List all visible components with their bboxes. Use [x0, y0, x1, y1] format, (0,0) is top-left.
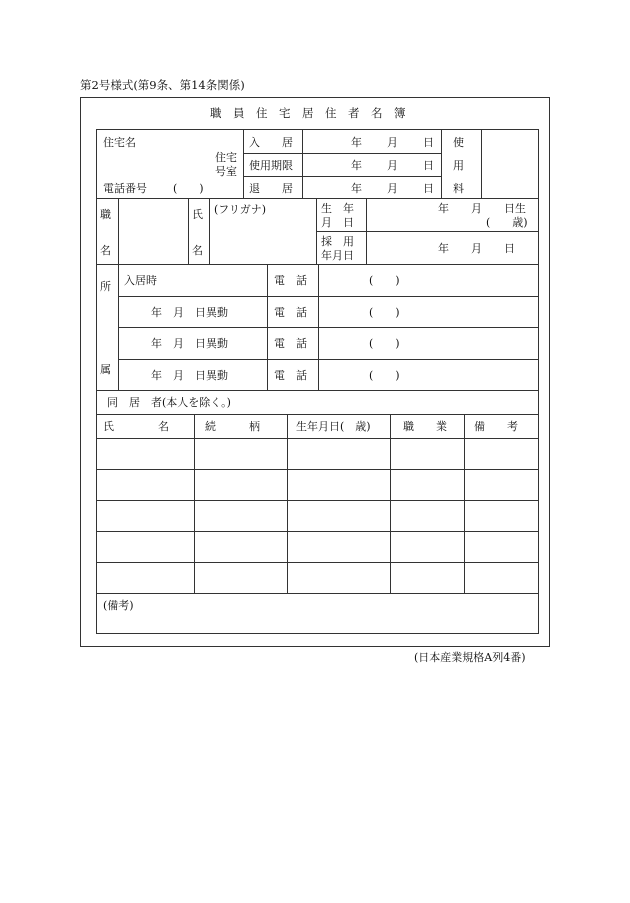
hire-date-label-1: 採 用 — [321, 235, 354, 248]
move-out-label: 退 居 — [249, 182, 293, 195]
cohabitant-col-remarks: 備 考 — [474, 420, 518, 433]
fee-label-1: 使 — [453, 136, 464, 149]
tel-paren-1: ( ) — [369, 274, 400, 287]
job-title-label-1: 職 — [100, 208, 111, 221]
affiliation-change-3: 年 月 日異動 — [151, 369, 228, 382]
tel-paren-3: ( ) — [369, 337, 400, 350]
remarks-label: (備考) — [103, 599, 134, 612]
tel-paren-2: ( ) — [369, 306, 400, 319]
affiliation-change-2: 年 月 日異動 — [151, 337, 228, 350]
fee-label-2: 用 — [453, 159, 464, 172]
move-out-day: 日 — [423, 182, 434, 195]
room-label-top: 住宅 — [215, 151, 237, 164]
paper-standard-note: (日本産業規格A列4番) — [414, 651, 526, 664]
person-name-label-2: 名 — [192, 244, 203, 257]
hire-date-label-2: 年月日 — [321, 249, 354, 262]
affiliation-change-1: 年 月 日異動 — [151, 306, 228, 319]
age-value: ( 歳) — [486, 216, 528, 229]
tel-label-3: 電 話 — [274, 337, 307, 350]
cohabitant-col-relation: 続 柄 — [205, 420, 260, 433]
phone-number-paren: ( ) — [173, 182, 204, 195]
affiliation-label-1: 所 — [100, 280, 111, 293]
move-in-label: 入 居 — [249, 136, 293, 149]
cohabitants-heading: 同 居 者(本人を除く。) — [107, 396, 231, 409]
move-out-year: 年 — [351, 182, 362, 195]
housing-name-label: 住宅名 — [103, 136, 136, 149]
tel-label-1: 電 話 — [274, 274, 307, 287]
phone-number-label: 電話番号 — [103, 182, 147, 195]
move-in-month: 月 — [387, 136, 398, 149]
birth-date-label-2: 月 日 — [321, 216, 354, 229]
furigana-label: (フリガナ) — [214, 203, 267, 216]
affiliation-label-2: 属 — [100, 363, 111, 376]
birth-date-value: 年 月 日生 — [438, 202, 526, 215]
tel-label-2: 電 話 — [274, 306, 307, 319]
fee-label-3: 料 — [453, 182, 464, 195]
cohabitant-col-occupation: 職 業 — [403, 420, 447, 433]
usage-period-label: 使用期限 — [249, 159, 293, 172]
form-title: 職 員 住 宅 居 住 者 名 簿 — [210, 106, 406, 120]
room-label-bottom: 号室 — [215, 165, 237, 178]
tel-paren-4: ( ) — [369, 369, 400, 382]
usage-period-month: 月 — [387, 159, 398, 172]
move-in-day: 日 — [423, 136, 434, 149]
job-title-label-2: 名 — [100, 244, 111, 257]
cohabitant-col-name: 氏 名 — [103, 420, 169, 433]
hire-date-value: 年 月 日 — [438, 242, 515, 255]
birth-date-label-1: 生 年 — [321, 202, 354, 215]
cohabitant-col-birthdate: 生年月日( 歳) — [296, 420, 371, 433]
move-in-year: 年 — [351, 136, 362, 149]
move-out-month: 月 — [387, 182, 398, 195]
person-name-label-1: 氏 — [192, 208, 203, 221]
usage-period-year: 年 — [351, 159, 362, 172]
usage-period-day: 日 — [423, 159, 434, 172]
affiliation-at-move-in: 入居時 — [124, 274, 157, 287]
tel-label-4: 電 話 — [274, 369, 307, 382]
form-frame — [80, 97, 550, 647]
form-number: 第2号様式(第9条、第14条関係) — [80, 78, 245, 92]
